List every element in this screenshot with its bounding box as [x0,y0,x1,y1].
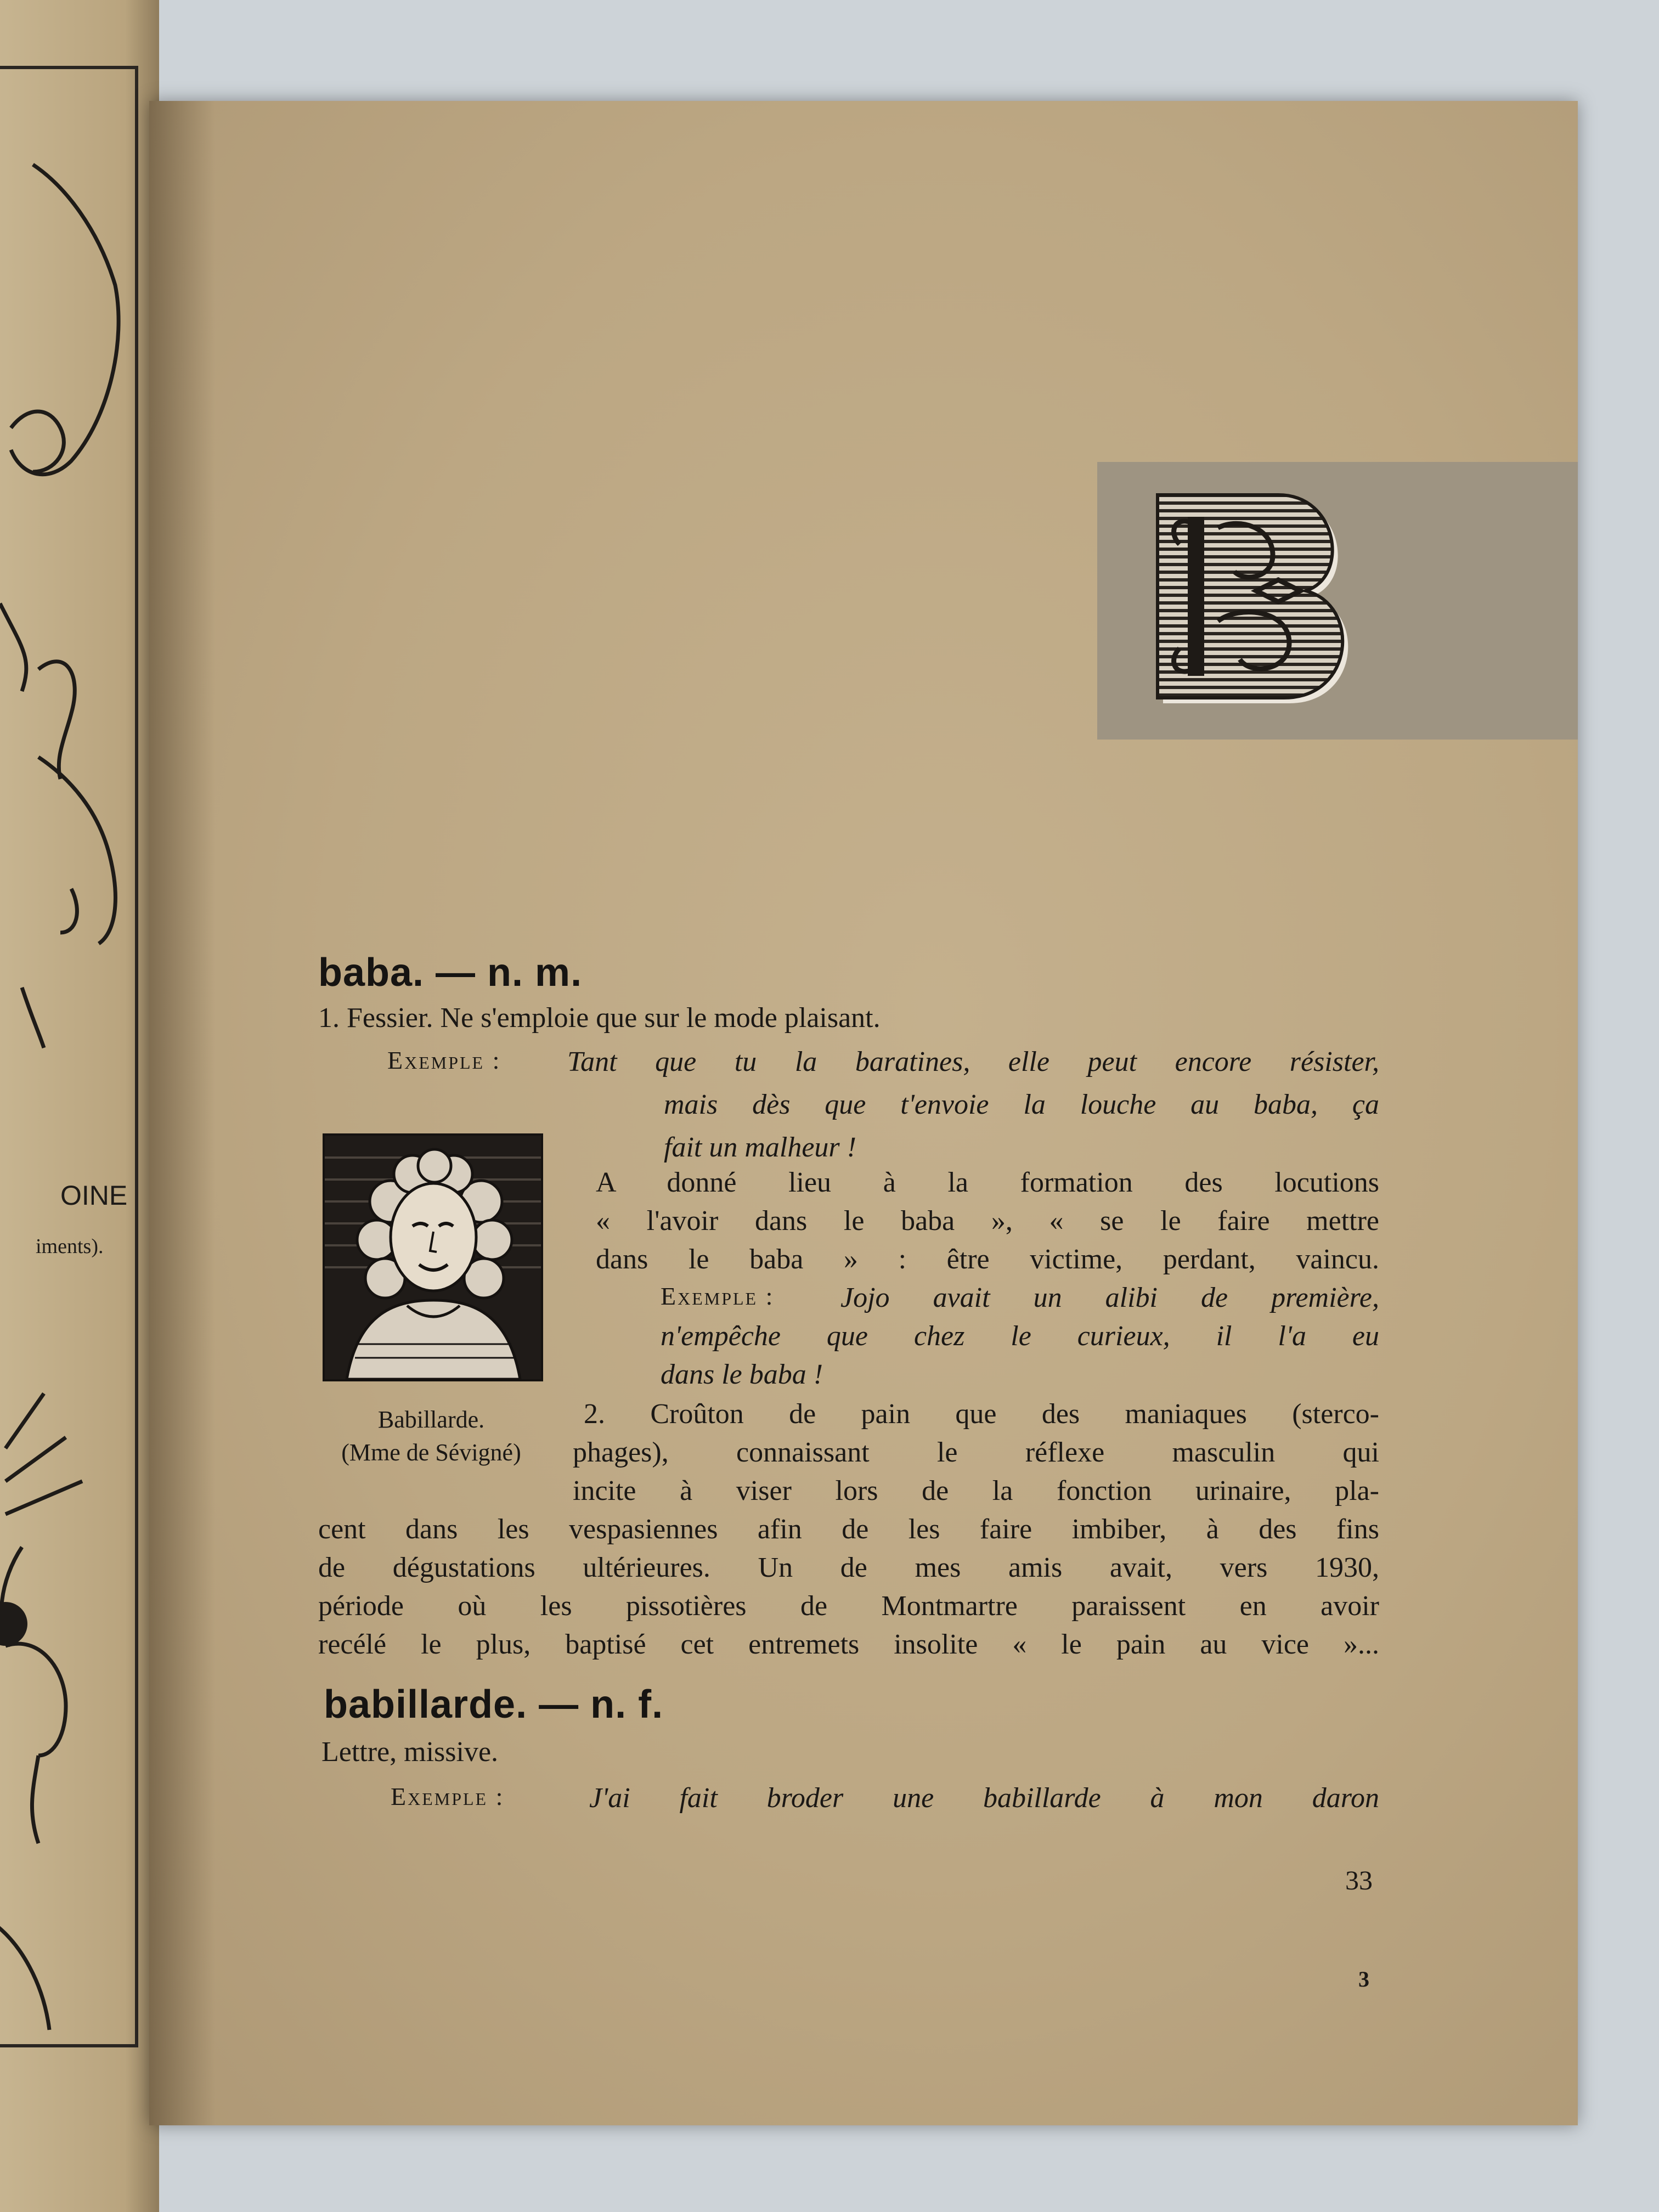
headword-baba: baba. — n. m. [318,951,583,995]
example-label: Exemple : [391,1782,505,1810]
example-line: n'empêche que chez le curieux, il l'a eu [661,1321,1379,1352]
left-page-drawings [0,0,159,2212]
entry-line: période où les pissotières de Montmartre paraissent en avoir [318,1590,1379,1622]
portrait-illustration [323,1133,543,1381]
illustration-caption-subtitle: (Mme de Sévigné) [341,1439,521,1466]
entry-line: Lettre, missive. [321,1736,499,1768]
example-label: Exemple : [387,1046,501,1074]
example-line: dans le baba ! [661,1359,823,1390]
example-label: Exemple : [661,1282,775,1310]
portrait-engraving [325,1136,541,1379]
headword-babillarde: babillarde. — n. f. [324,1683,664,1726]
left-page-fragment-word: OINE [60,1180,128,1211]
left-facing-page [0,0,159,2212]
ornament-letter-band [1097,462,1578,740]
left-page-fragment-paren: iments). [36,1235,104,1258]
page-gutter-shadow [149,101,215,2125]
entry-line: de dégustations ultérieures. Un de mes amis avait, vers 1930, [318,1552,1379,1583]
entry-line: 1. Fessier. Ne s'emploie que sur le mode plaisant. [318,1002,881,1034]
entry-line: phages), connaissant le réflexe masculin qui [573,1437,1379,1468]
example-line: mais dès que t'envoie la louche au baba, ça [664,1089,1379,1120]
entry-line: cent dans les vespasiennes afin de les faire imbiber, à des fins [318,1514,1379,1545]
entry-line: recélé le plus, baptisé cet entremets insolite « le pain au vice »... [318,1629,1379,1660]
example-line: Tant que tu la baratines, elle peut encore résister, [567,1046,1379,1077]
entry-line: dans le baba » : être victime, perdant, vaincu. [596,1244,1379,1275]
example-line: J'ai fait broder une babillarde à mon daron [589,1782,1379,1814]
example-line: fait un malheur ! [664,1132,856,1163]
entry-line: A donné lieu à la formation des locutions [596,1167,1379,1198]
example-line: Jojo avait un alibi de première, [840,1282,1379,1313]
entry-line: incite à viser lors de la fonction urinaire, pla- [573,1475,1379,1506]
entry-line: 2. Croûton de pain que des maniaques (sterco- [584,1398,1379,1430]
signature-mark: 3 [1358,1967,1369,1991]
page-number: 33 [1345,1865,1373,1895]
ornamental-letter-b-icon [1147,484,1377,714]
entry-line: « l'avoir dans le baba », « se le faire mettre [596,1205,1379,1237]
illustration-caption-title: Babillarde. [377,1406,485,1433]
